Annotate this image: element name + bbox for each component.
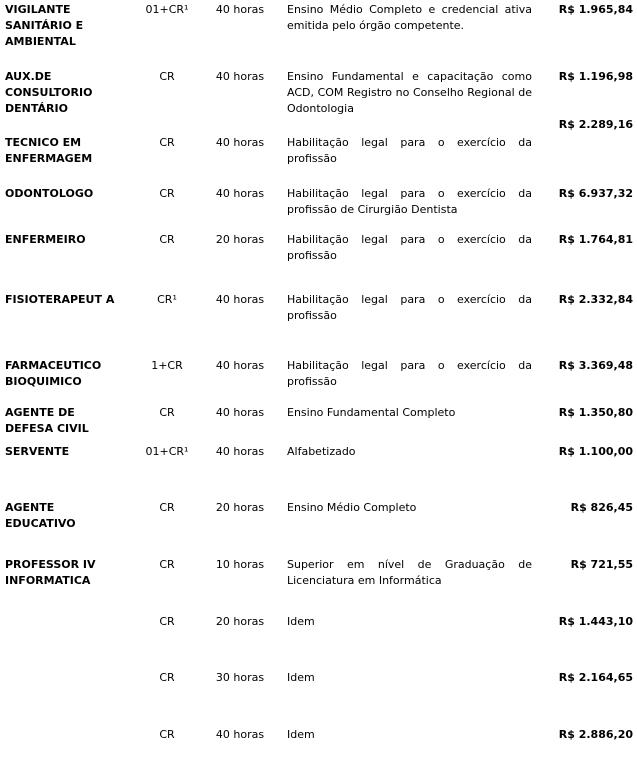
cargo-cell: ODONTOLOGO [5,187,94,200]
cargo-cell: AGENTE DE DEFESA CIVIL [5,406,89,435]
requisito-cell: Idem [287,728,315,741]
carga-horaria-cell: 20 horas [215,615,265,628]
vagas-cell: CR [159,70,175,83]
vagas-cell: CR¹ [157,293,177,306]
carga-horaria-cell: 40 horas [215,728,265,741]
vagas-cell: 1+CR [151,359,183,372]
requisito-cell: Ensino Fundamental Completo [287,406,456,419]
carga-horaria-cell: 40 horas [215,187,265,200]
cargo-cell: AGENTE EDUCATIVO [5,501,76,530]
cargo-cell: FISIOTERAPEUT A [5,293,115,306]
salario-cell: R$ 1.764,81 [558,233,633,246]
cargo-cell: SERVENTE [5,445,70,458]
salario-cell: R$ 2.164,65 [558,671,633,684]
vagas-cell: CR [159,187,175,200]
vagas-cell: CR [159,558,175,571]
salario-cell: R$ 1.196,98 [558,70,633,83]
salario-cell: R$ 1.965,84 [558,3,633,16]
salario-cell: R$ 2.332,84 [558,293,633,306]
vagas-cell: CR [159,671,175,684]
requisito-cell: Idem [287,615,315,628]
carga-horaria-cell: 40 horas [215,359,265,372]
salario-cell: R$ 1.100,00 [558,445,633,458]
salary-tecnico-enfermagem: R$ 2.289,16 [558,118,633,131]
salario-cell: R$ 6.937,32 [558,187,633,200]
cargo-cell: AUX.DE CONSULTORIO DENTÁRIO [5,70,93,115]
requisito-cell: Idem [287,671,315,684]
cargo-cell: ENFERMEIRO [5,233,86,246]
salario-cell: R$ 3.369,48 [558,359,633,372]
vagas-cell: CR [159,501,175,514]
vagas-cell: 01+CR¹ [145,3,189,16]
requisito-cell: Ensino Fundamental e capacitação como ACD, COM Registro no Conselho Regional de Odontologia [287,70,532,115]
requisito-cell: Habilitação legal para o exercício da profissão [287,136,532,165]
requisito-cell: Superior em nível de Graduação de Licenciatura em Informática [287,558,532,587]
requisito-cell: Habilitação legal para o exercício da profissão [287,359,532,388]
requisito-cell: Alfabetizado [287,445,356,458]
requisito-cell: Habilitação legal para o exercício da profissão [287,293,532,322]
carga-horaria-cell: 20 horas [215,501,265,514]
salario-cell: R$ 2.886,20 [558,728,633,741]
carga-horaria-cell: 40 horas [215,70,265,83]
cargo-cell: FARMACEUTICO BIOQUIMICO [5,359,102,388]
cargo-cell: TECNICO EM ENFERMAGEM [5,136,93,165]
vagas-cell: 01+CR¹ [145,445,189,458]
salario-cell: R$ 1.443,10 [558,615,633,628]
carga-horaria-cell: 30 horas [215,671,265,684]
requisito-cell: Habilitação legal para o exercício da profissão [287,233,532,262]
requisito-cell: Ensino Médio Completo e credencial ativa emitida pelo órgão competente. [287,3,532,32]
salario-cell: R$ 721,55 [570,558,633,571]
vagas-cell: CR [159,615,175,628]
cargo-cell: VIGILANTE SANITÁRIO E AMBIENTAL [5,3,84,48]
carga-horaria-cell: 10 horas [215,558,265,571]
vagas-cell: CR [159,406,175,419]
vagas-cell: CR [159,136,175,149]
carga-horaria-cell: 40 horas [215,136,265,149]
carga-horaria-cell: 40 horas [215,3,265,16]
salario-cell: R$ 826,45 [570,501,633,514]
carga-horaria-cell: 40 horas [215,293,265,306]
carga-horaria-cell: 40 horas [215,445,265,458]
carga-horaria-cell: 20 horas [215,233,265,246]
cargo-cell: PROFESSOR IV INFORMATICA [5,558,96,587]
carga-horaria-cell: 40 horas [215,406,265,419]
vagas-cell: CR [159,233,175,246]
requisito-cell: Ensino Médio Completo [287,501,417,514]
salario-cell: R$ 1.350,80 [558,406,633,419]
requisito-cell: Habilitação legal para o exercício da profissão de Cirurgião Dentista [287,187,532,216]
vagas-cell: CR [159,728,175,741]
